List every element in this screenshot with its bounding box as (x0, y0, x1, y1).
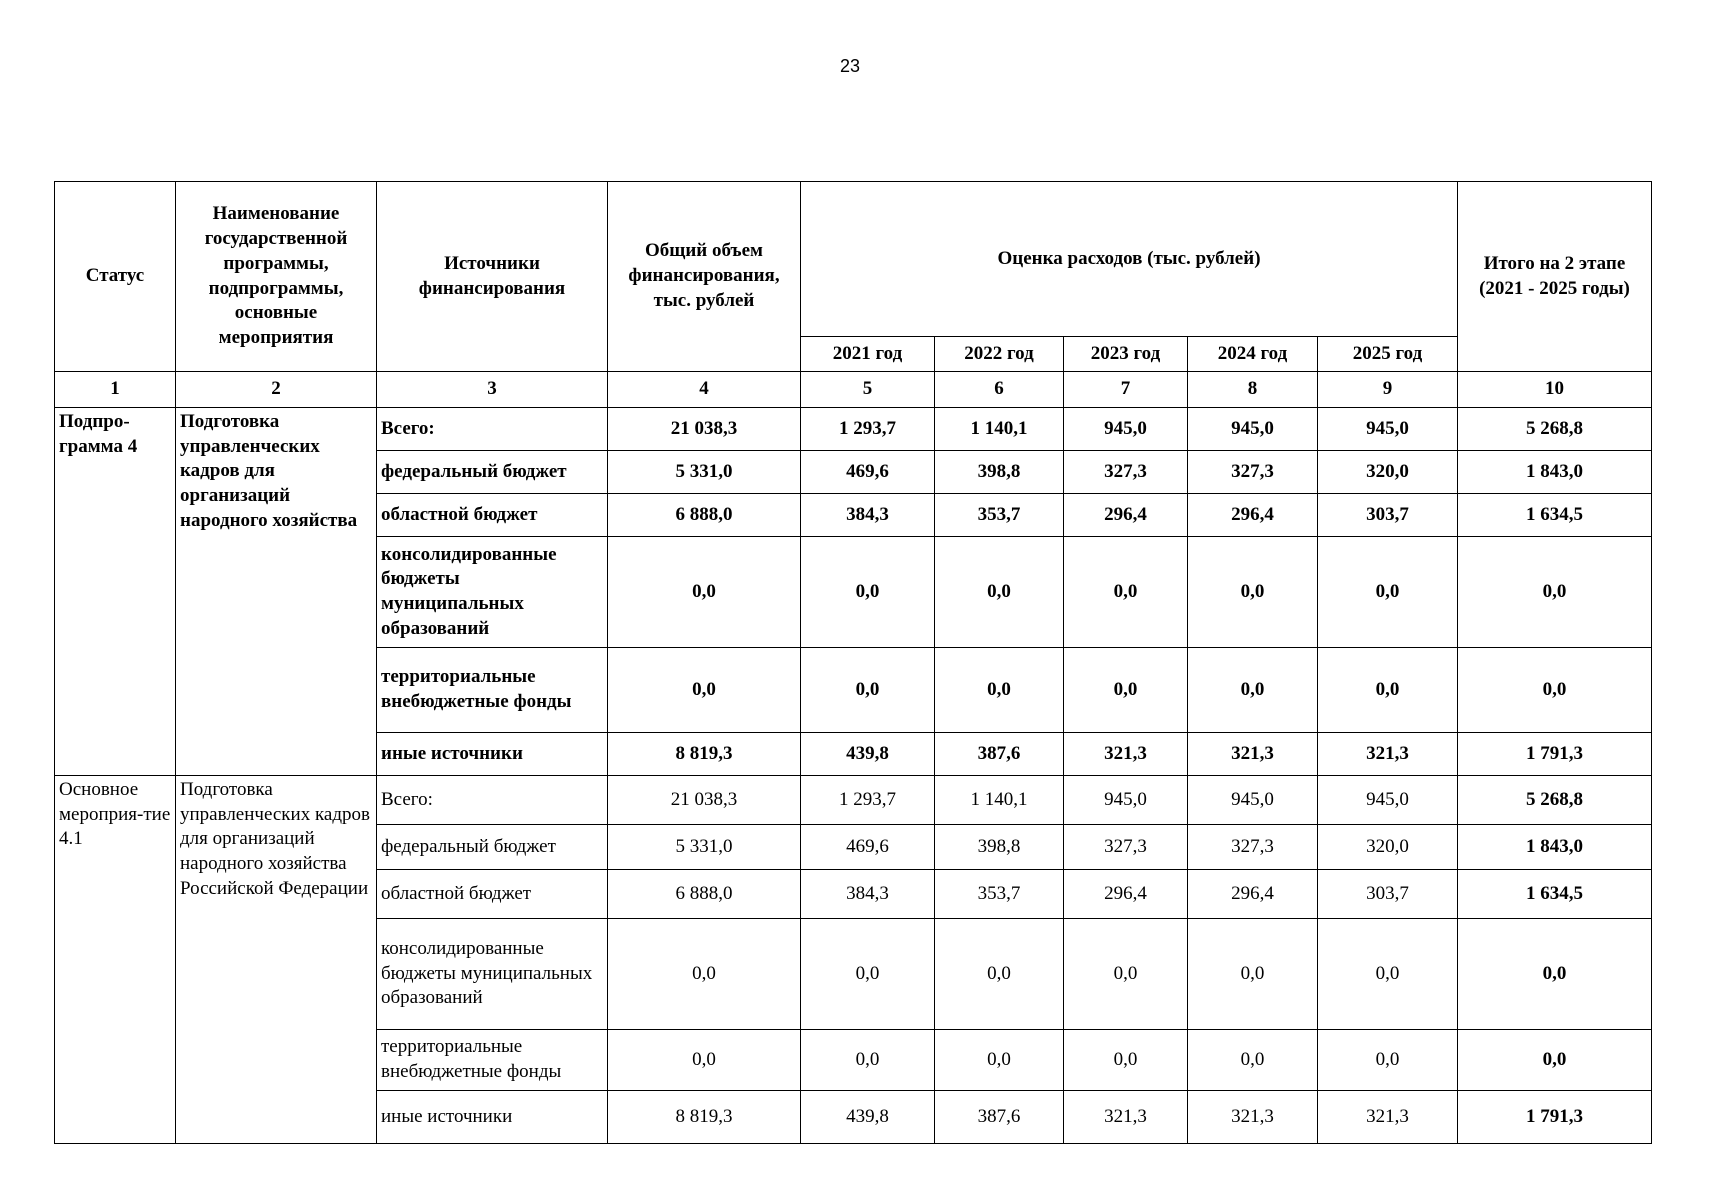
year-cell: 321,3 (1318, 733, 1458, 776)
year-cell: 945,0 (1318, 408, 1458, 451)
header-year-2024: 2024 год (1188, 337, 1318, 372)
year-cell: 327,3 (1188, 825, 1318, 870)
year-cell: 0,0 (1188, 537, 1318, 648)
total-cell: 0,0 (608, 919, 801, 1030)
source-cell: консолидированные бюджеты муниципальных образований (377, 537, 608, 648)
col-number: 8 (1188, 372, 1318, 408)
financing-table (54, 181, 1652, 1144)
year-cell: 0,0 (935, 1030, 1064, 1091)
year-cell: 303,7 (1318, 494, 1458, 537)
stage-total-cell: 0,0 (1458, 648, 1652, 733)
total-cell: 6 888,0 (608, 494, 801, 537)
year-cell: 0,0 (1064, 1030, 1188, 1091)
total-cell: 21 038,3 (608, 776, 801, 825)
year-cell: 321,3 (1064, 733, 1188, 776)
source-cell: федеральный бюджет (377, 451, 608, 494)
year-cell: 0,0 (1318, 537, 1458, 648)
year-cell: 321,3 (1318, 1091, 1458, 1144)
total-cell: 21 038,3 (608, 408, 801, 451)
stage-total-cell: 0,0 (1458, 537, 1652, 648)
program-name-cell: Подготовка управленческих кадров для организаций народного хозяйства (176, 408, 377, 776)
source-cell: федеральный бюджет (377, 825, 608, 870)
stage-total-cell: 1 634,5 (1458, 870, 1652, 919)
year-cell: 0,0 (801, 919, 935, 1030)
header-sources: Источники финансирования (377, 182, 608, 372)
year-cell: 0,0 (1318, 1030, 1458, 1091)
year-cell: 0,0 (1188, 648, 1318, 733)
header-estimate: Оценка расходов (тыс. рублей) (801, 182, 1458, 337)
source-cell: Всего: (377, 408, 608, 451)
year-cell: 0,0 (801, 1030, 935, 1091)
year-cell: 321,3 (1188, 1091, 1318, 1144)
header-year-2022: 2022 год (935, 337, 1064, 372)
col-number: 3 (377, 372, 608, 408)
col-number: 7 (1064, 372, 1188, 408)
total-cell: 0,0 (608, 648, 801, 733)
year-cell: 0,0 (935, 537, 1064, 648)
year-cell: 387,6 (935, 1091, 1064, 1144)
year-cell: 469,6 (801, 451, 935, 494)
year-cell: 320,0 (1318, 451, 1458, 494)
year-cell: 327,3 (1188, 451, 1318, 494)
source-cell: консолидированные бюджеты муниципальных образований (377, 919, 608, 1030)
program-name-cell: Подготовка управленческих кадров для организаций народного хозяйства Российской Федерации (176, 776, 377, 1144)
year-cell: 945,0 (1064, 776, 1188, 825)
year-cell: 439,8 (801, 733, 935, 776)
year-cell: 387,6 (935, 733, 1064, 776)
col-number: 6 (935, 372, 1064, 408)
stage-total-cell: 5 268,8 (1458, 408, 1652, 451)
year-cell: 398,8 (935, 825, 1064, 870)
source-cell: иные источники (377, 1091, 608, 1144)
stage-total-cell: 1 791,3 (1458, 1091, 1652, 1144)
total-cell: 6 888,0 (608, 870, 801, 919)
header-year-2021: 2021 год (801, 337, 935, 372)
col-number: 4 (608, 372, 801, 408)
year-cell: 0,0 (1064, 648, 1188, 733)
year-cell: 296,4 (1064, 494, 1188, 537)
col-number: 9 (1318, 372, 1458, 408)
status-cell: Подпро-грамма 4 (55, 408, 176, 776)
source-cell: территориальные внебюджетные фонды (377, 648, 608, 733)
year-cell: 0,0 (1318, 648, 1458, 733)
year-cell: 945,0 (1318, 776, 1458, 825)
year-cell: 320,0 (1318, 825, 1458, 870)
year-cell: 353,7 (935, 494, 1064, 537)
header-stage-total: Итого на 2 этапе (2021 - 2025 годы) (1458, 182, 1652, 372)
stage-total-cell: 5 268,8 (1458, 776, 1652, 825)
year-cell: 0,0 (1064, 537, 1188, 648)
col-number: 10 (1458, 372, 1652, 408)
year-cell: 0,0 (1064, 919, 1188, 1030)
total-cell: 5 331,0 (608, 451, 801, 494)
year-cell: 945,0 (1188, 776, 1318, 825)
year-cell: 0,0 (1318, 919, 1458, 1030)
source-cell: Всего: (377, 776, 608, 825)
year-cell: 0,0 (1188, 919, 1318, 1030)
year-cell: 296,4 (1188, 494, 1318, 537)
year-cell: 439,8 (801, 1091, 935, 1144)
col-number: 2 (176, 372, 377, 408)
source-cell: областной бюджет (377, 494, 608, 537)
table-row (55, 776, 1652, 825)
col-number: 1 (55, 372, 176, 408)
year-cell: 0,0 (801, 537, 935, 648)
source-cell: иные источники (377, 733, 608, 776)
stage-total-cell: 1 634,5 (1458, 494, 1652, 537)
header-year-2023: 2023 год (1064, 337, 1188, 372)
year-cell: 469,6 (801, 825, 935, 870)
col-number: 5 (801, 372, 935, 408)
year-cell: 0,0 (1188, 1030, 1318, 1091)
year-cell: 296,4 (1064, 870, 1188, 919)
source-cell: территориальные внебюджетные фонды (377, 1030, 608, 1091)
year-cell: 321,3 (1064, 1091, 1188, 1144)
stage-total-cell: 1 791,3 (1458, 733, 1652, 776)
page-number: 23 (839, 56, 861, 76)
year-cell: 296,4 (1188, 870, 1318, 919)
stage-total-cell: 0,0 (1458, 919, 1652, 1030)
year-cell: 1 293,7 (801, 408, 935, 451)
table-row (55, 408, 1652, 451)
stage-total-cell: 0,0 (1458, 1030, 1652, 1091)
source-cell: областной бюджет (377, 870, 608, 919)
year-cell: 384,3 (801, 494, 935, 537)
year-cell: 0,0 (801, 648, 935, 733)
total-cell: 0,0 (608, 1030, 801, 1091)
header-status: Статус (55, 182, 176, 372)
total-cell: 0,0 (608, 537, 801, 648)
total-cell: 8 819,3 (608, 733, 801, 776)
year-cell: 1 140,1 (935, 776, 1064, 825)
year-cell: 303,7 (1318, 870, 1458, 919)
total-cell: 5 331,0 (608, 825, 801, 870)
year-cell: 945,0 (1064, 408, 1188, 451)
status-cell: Основное мероприя-тие 4.1 (55, 776, 176, 1144)
year-cell: 327,3 (1064, 451, 1188, 494)
year-cell: 353,7 (935, 870, 1064, 919)
year-cell: 1 140,1 (935, 408, 1064, 451)
header-year-2025: 2025 год (1318, 337, 1458, 372)
year-cell: 384,3 (801, 870, 935, 919)
header-total-volume: Общий объем финансирования, тыс. рублей (608, 182, 801, 372)
stage-total-cell: 1 843,0 (1458, 825, 1652, 870)
year-cell: 0,0 (935, 919, 1064, 1030)
header-name: Наименование государственной программы, подпрограммы, основные мероприятия (176, 182, 377, 372)
year-cell: 0,0 (935, 648, 1064, 733)
total-cell: 8 819,3 (608, 1091, 801, 1144)
year-cell: 945,0 (1188, 408, 1318, 451)
year-cell: 1 293,7 (801, 776, 935, 825)
stage-total-cell: 1 843,0 (1458, 451, 1652, 494)
year-cell: 398,8 (935, 451, 1064, 494)
year-cell: 321,3 (1188, 733, 1318, 776)
year-cell: 327,3 (1064, 825, 1188, 870)
